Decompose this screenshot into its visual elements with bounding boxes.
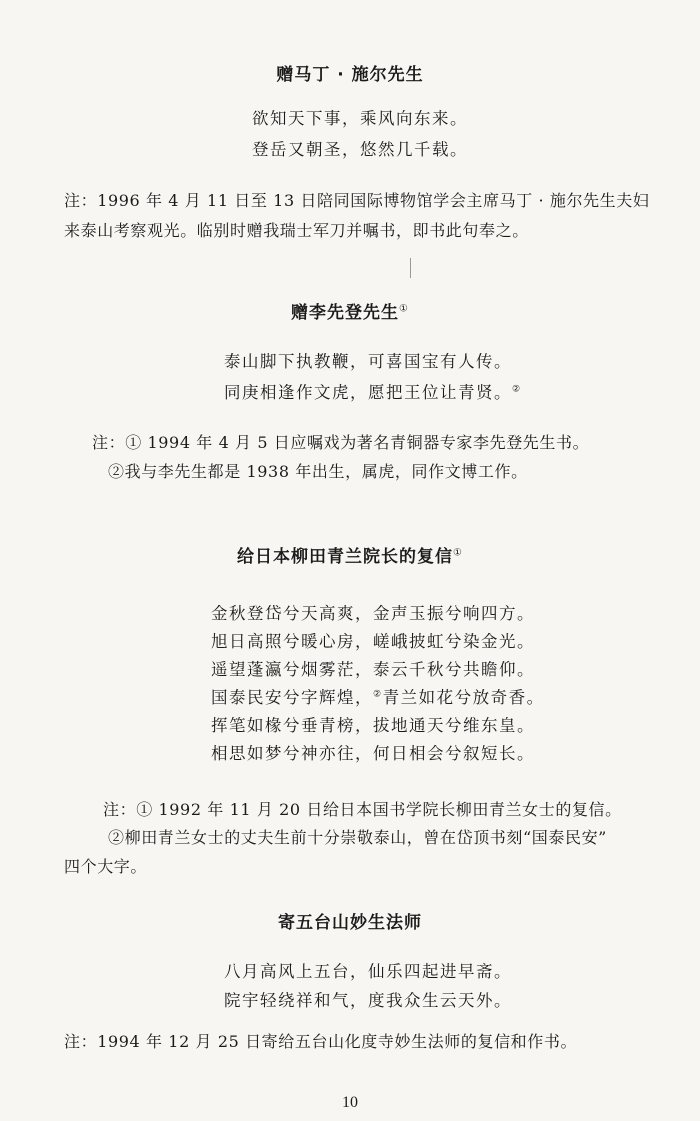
footnote-mark: ① (453, 547, 463, 559)
poem-3-line-2: 旭日高照兮暖心房，嵯峨披虹兮染金光。 (211, 632, 535, 651)
poem-3-line-4a: 国泰民安兮字辉煌， (211, 688, 373, 707)
poem-1-line-2: 登岳又朝圣，悠然几千载。 (252, 140, 468, 159)
footnote-mark: ① (399, 303, 409, 315)
poem-4-line-1: 八月高风上五台，仙乐四起进早斋。 (224, 962, 512, 981)
note-4-line-1: 注：1994 年 12 月 25 日寄给五台山化度寺妙生法师的复信和作书。 (64, 1032, 578, 1051)
poem-3-line-5: 挥笔如椽兮垂青榜，拔地通天兮维东皇。 (211, 716, 535, 735)
scan-mark (410, 258, 411, 278)
note-2-line-2: ②我与李先生都是 1938 年出生，属虎，同作文博工作。 (108, 462, 528, 481)
poem-title-4: 寄五台山妙生法师 (278, 913, 422, 933)
poem-2-line-1: 泰山脚下执教鞭，可喜国宝有人传。 (224, 352, 512, 371)
note-3-line-2: ②柳田青兰女士的丈夫生前十分崇敬泰山，曾在岱顶书刻“国泰民安” (108, 828, 607, 847)
footnote-mark: ② (512, 384, 522, 395)
poem-3-line-4b: 青兰如花兮放奇香。 (382, 688, 545, 707)
poem-4-line-2: 院宇轻绕祥和气，度我众生云天外。 (224, 991, 512, 1010)
poem-3-line-6: 相思如梦兮神亦往，何日相会兮叙短长。 (211, 744, 535, 763)
page-number: 10 (342, 1094, 358, 1111)
poem-title-1: 赠马丁 · 施尔先生 (276, 65, 424, 85)
poem-1-line-1: 欲知天下事，乘风向东来。 (252, 109, 468, 128)
poem-title-2-text: 赠李先登先生 (291, 303, 400, 323)
note-2-line-1: 注：① 1994 年 4 月 5 日应嘱戏为著名青铜器专家李先登先生书。 (92, 433, 590, 452)
note-1-line-2: 来泰山考察观光。临别时赠我瑞士军刀并嘱书，即书此句奉之。 (64, 221, 529, 240)
note-1-line-1: 注：1996 年 4 月 11 日至 13 日陪同国际博物馆学会主席马丁 · 施尔先生夫妇 (64, 191, 650, 210)
poem-title-2 (0, 298, 700, 323)
poem-3-line-4 (211, 684, 545, 708)
poem-2-line-2 (224, 379, 522, 403)
note-3-line-1: 注：① 1992 年 11 月 20 日给日本国书学院长柳田青兰女士的复信。 (103, 800, 622, 819)
poem-title-3-text: 给日本柳田青兰院长的复信 (237, 547, 454, 567)
poem-title-3 (0, 542, 700, 567)
poem-3-line-3: 遥望蓬瀛兮烟雾茫，泰云千秋兮共瞻仰。 (211, 660, 535, 679)
footnote-mark: ② (373, 689, 383, 700)
poem-3-line-1: 金秋登岱兮天高爽，金声玉振兮响四方。 (211, 604, 535, 623)
poem-2-line-2-text: 同庚相逢作文虎，愿把王位让青贤。 (224, 383, 512, 402)
note-3-line-3: 四个大字。 (64, 857, 148, 876)
